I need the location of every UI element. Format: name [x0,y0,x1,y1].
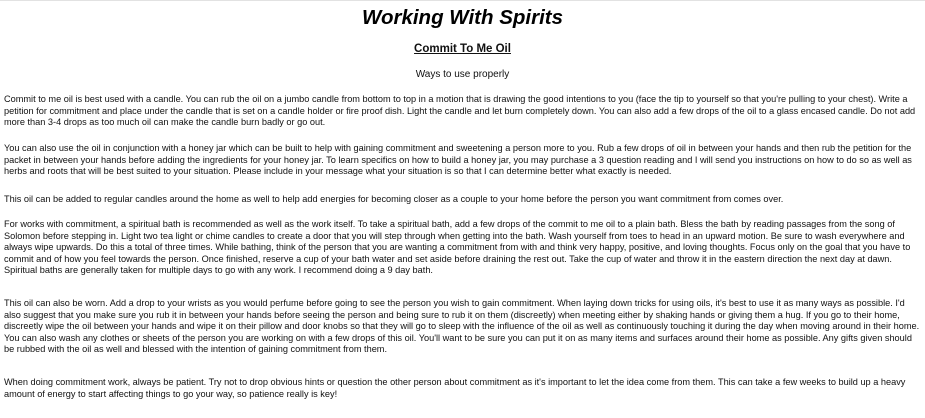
article-subheading: Ways to use properly [415,69,510,80]
article-title: Commit To Me Oil [414,43,511,55]
paragraph-spiritual-bath: For works with commitment, a spiritual bath is recommended as well as the work itself. To take a spiritual bath, add a few drops of the commit to me oil to a plain bath. Bless the bath by reading passages from the song of Solomon before stepping in. Light two tea light or chime candles to create a door that you will step through when getting into the bath. Wash yourself from toes to head in an upward motion. Be sure to wash everywhere and always wipe upwards. Do this a total of three times. While bathing, think of the person that you are wanting a commitment from with and think very happy, positive, and loving thoughts. Focus only on the goal that you have to commit and of how you feel towards the person. Once finished, reserve a cup of your bath water and set aside before draining the rest out. Take the cup of water and throw it in the eastern direction the next day at dawn. Spiritual baths are generally taken for multiple days to go with any work. I recommend doing a 9 day bath. [4,219,911,275]
paragraph-candle-use: Commit to me oil is best used with a candle. You can rub the oil on a jumbo candle from bottom to top in a motion that is drawing the good intentions to you (face the tip to yourself so that you're pulling to your chest). Write a petition for commitment and place under the candle that is set on a candle holder or fire proof dish. Light the candle and let burn completely down. You can also add a few drops of the oil to a glass encased candle. Do not add more than 3-4 drops as too much oil can make the candle burn badly or go out. [4,94,916,127]
paragraph-regular-candles: This oil can be added to regular candles around the home as well to help add energies for becoming closer as a couple to your home before the person you want commitment from comes over. [4,194,784,204]
paragraph-honey-jar: You can also use the oil in conjunction with a honey jar which can be built to help with gaining commitment and sweetening a person more to you. Rub a few drops of oil in between your hands and then rub the petition for the packet in between your hands before adding the ingredients for your honey jar. To learn specifics on how to build a honey jar, you may purchase a 3 question reading and I will send you instructions on how to do so as well as herbs and roots that will be best suited to your situation. Please include in your message what your situation is so that I can determine better what exactly is needed. [4,143,912,176]
paragraph-wearing-oil: This oil can also be worn. Add a drop to your wrists as you would perfume before going to see the person you wish to gain commitment. When laying down tricks for using oils, it's best to use it as many ways as possible. I'd also suggest that you make sure you rub it in between your hands before seeing the person and being sure to rub it on them (discreetly) when meeting either by shaking hands or giving them a hug. If you go to their home, discreetly wipe the oil between your hands and wipe it on their pillow and door knobs so that they will go to sleep with the influence of the oil as well as continuously touching it during the day when moving around in their home. You can also wash any clothes or sheets of the person you are working on with a few drops of this oil. You'll want to be sure you can put it on as many items and surfaces around their home as possible. Any gifts given should be rubbed with the oil as well and blessed with the intention of gaining commitment from them. [4,298,920,354]
paragraph-patience: When doing commitment work, always be patient. Try not to drop obvious hints or question the other person about commitment as it's important to let the idea come from them. This can take a few weeks to build up a heavy amount of energy to start affecting things to go your way, so patience really is key! [4,377,906,399]
top-divider [0,0,925,1]
site-title: Working With Spirits [361,6,564,29]
